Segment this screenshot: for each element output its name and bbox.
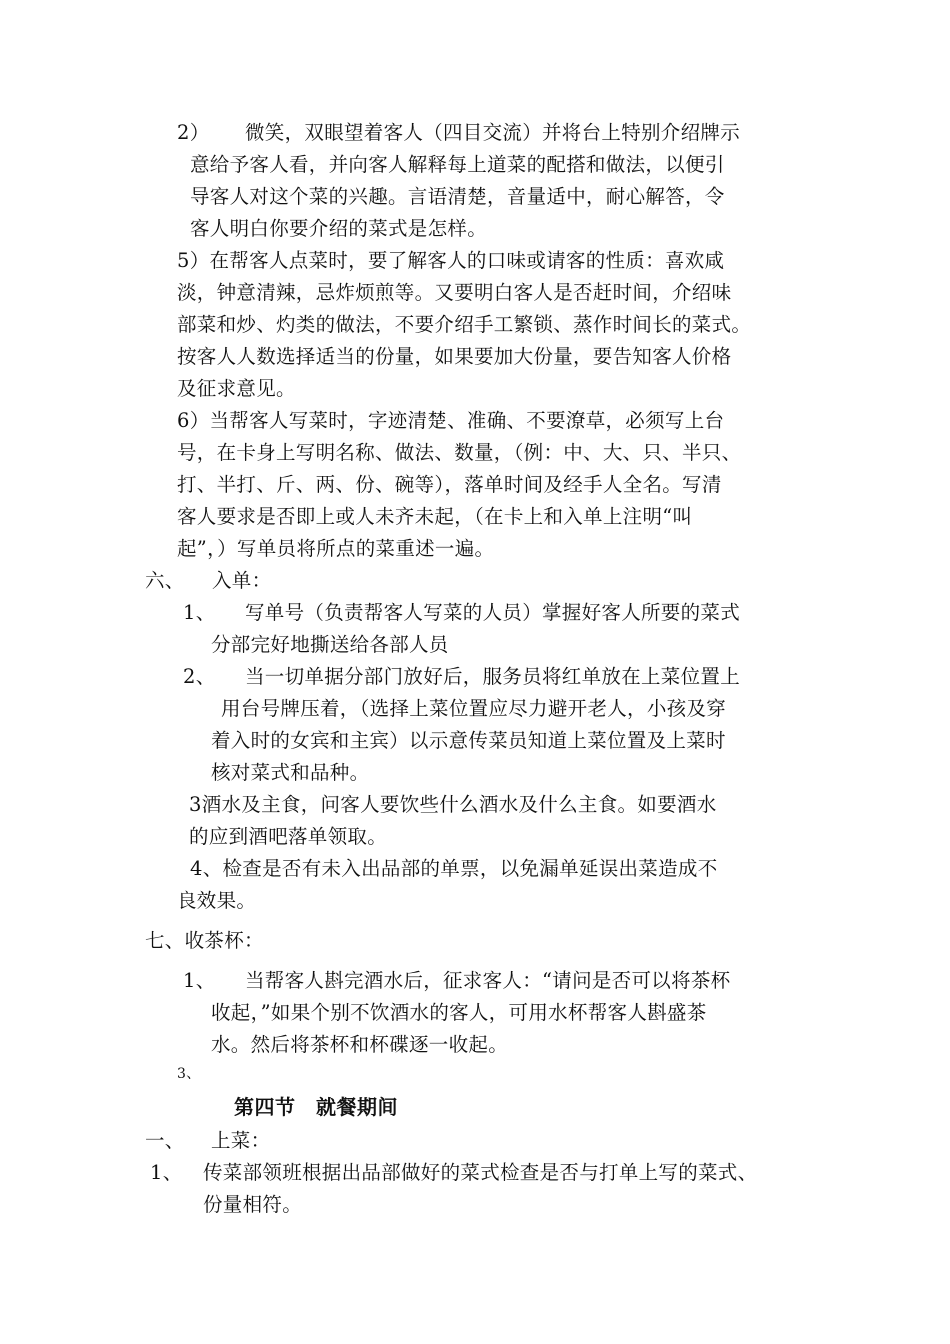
item-5-line-1: 5）在帮客人点菜时，要了解客人的口味或请客的性质：喜欢咸 [177, 249, 725, 272]
section-4-sub-number: 一、 [145, 1129, 185, 1152]
section-4-sub-title: 上菜： [211, 1129, 271, 1152]
section-4-heading: 第四节 就餐期间 [234, 1095, 398, 1119]
section-4-item-1-number: 1、 [150, 1161, 183, 1184]
section-6-item-1-number: 1、 [183, 601, 216, 624]
section-6-item-4-line-2: 良效果。 [177, 889, 257, 912]
item-2-line-1: 微笑，双眼望着客人（四目交流）并将台上特别介绍牌示 [245, 121, 741, 144]
item-2-number: 2） [177, 121, 210, 144]
section-6-item-4-line-1: 4、检查是否有未入出品部的单票，以免漏单延误出菜造成不 [190, 857, 718, 880]
item-6-line-4: 客人要求是否即上或人未齐未起，（在卡上和入单上注明“叫 [177, 505, 693, 528]
section-6-number: 六、 [145, 569, 185, 592]
section-6-item-2-line-3: 着入时的女宾和主宾）以示意传菜员知道上菜位置及上菜时 [211, 729, 726, 752]
section-6-item-2-line-4: 核对菜式和品种。 [211, 761, 370, 784]
item-6-line-3: 打、半打、斤、两、份、碗等），落单时间及经手人全名。写清 [177, 473, 722, 496]
section-6-item-3-line-2: 的应到酒吧落单领取。 [189, 825, 388, 848]
section-7-item-1-line-1: 当帮客人斟完酒水后，征求客人：“请问是否可以将茶杯 [245, 969, 731, 992]
section-6-item-1-line-1: 写单号（负责帮客人写菜的人员）掌握好客人所要的菜式 [245, 601, 741, 624]
item-2-line-4: 客人明白你要介绍的菜式是怎样。 [190, 217, 488, 240]
item-6-line-1: 6）当帮客人写菜时，字迹清楚、准确、不要潦草，必须写上台 [177, 409, 725, 432]
item-6-line-2: 号，在卡身上写明名称、做法、数量，（例：中、大、只、半只、 [177, 441, 742, 464]
item-2-line-3: 导客人对这个菜的兴趣。言语清楚，音量适中，耐心解答，令 [190, 185, 725, 208]
section-7-item-3-number: 3、 [177, 1066, 201, 1082]
section-6-item-1-line-2: 分部完好地撕送给各部人员 [211, 633, 449, 656]
item-5-line-4: 按客人人数选择适当的份量，如果要加大份量，要告知客人价格 [177, 345, 732, 368]
section-6-title: 入单： [212, 569, 272, 592]
item-5-line-2: 淡，钟意清辣，忌炸烦煎等。又要明白客人是否赶时间，介绍味 [177, 281, 732, 304]
section-6-item-2-line-2: 用台号牌压着，（选择上菜位置应尽力避开老人，小孩及穿 [221, 697, 727, 720]
item-2-line-2: 意给予客人看，并向客人解释每上道菜的配搭和做法，以便引 [190, 153, 725, 176]
section-6-item-3-line-1: 3酒水及主食，问客人要饮些什么酒水及什么主食。如要酒水 [189, 793, 717, 816]
section-7-item-1-line-2: 收起，”如果个别不饮酒水的客人，可用水杯帮客人斟盛茶 [211, 1001, 707, 1024]
item-5-line-3: 部菜和炒、灼类的做法，不要介绍手工繁锁、蒸作时间长的菜式。 [177, 313, 752, 336]
section-6-item-2-number: 2、 [183, 665, 216, 688]
item-5-line-5: 及征求意见。 [177, 377, 296, 400]
section-4-item-1-line-2: 份量相符。 [203, 1193, 303, 1216]
section-7-item-1-number: 1、 [183, 969, 216, 992]
section-7-title: 七、收茶杯： [145, 929, 264, 952]
section-4-item-1-line-1: 传菜部领班根据出品部做好的菜式检查是否与打单上写的菜式、 [203, 1161, 758, 1184]
section-6-item-2-line-1: 当一切单据分部门放好后，服务员将红单放在上菜位置上 [245, 665, 741, 688]
item-6-line-5: 起”，）写单员将所点的菜重述一遍。 [177, 537, 495, 560]
section-7-item-1-line-3: 水。然后将茶杯和杯碟逐一收起。 [211, 1033, 509, 1056]
